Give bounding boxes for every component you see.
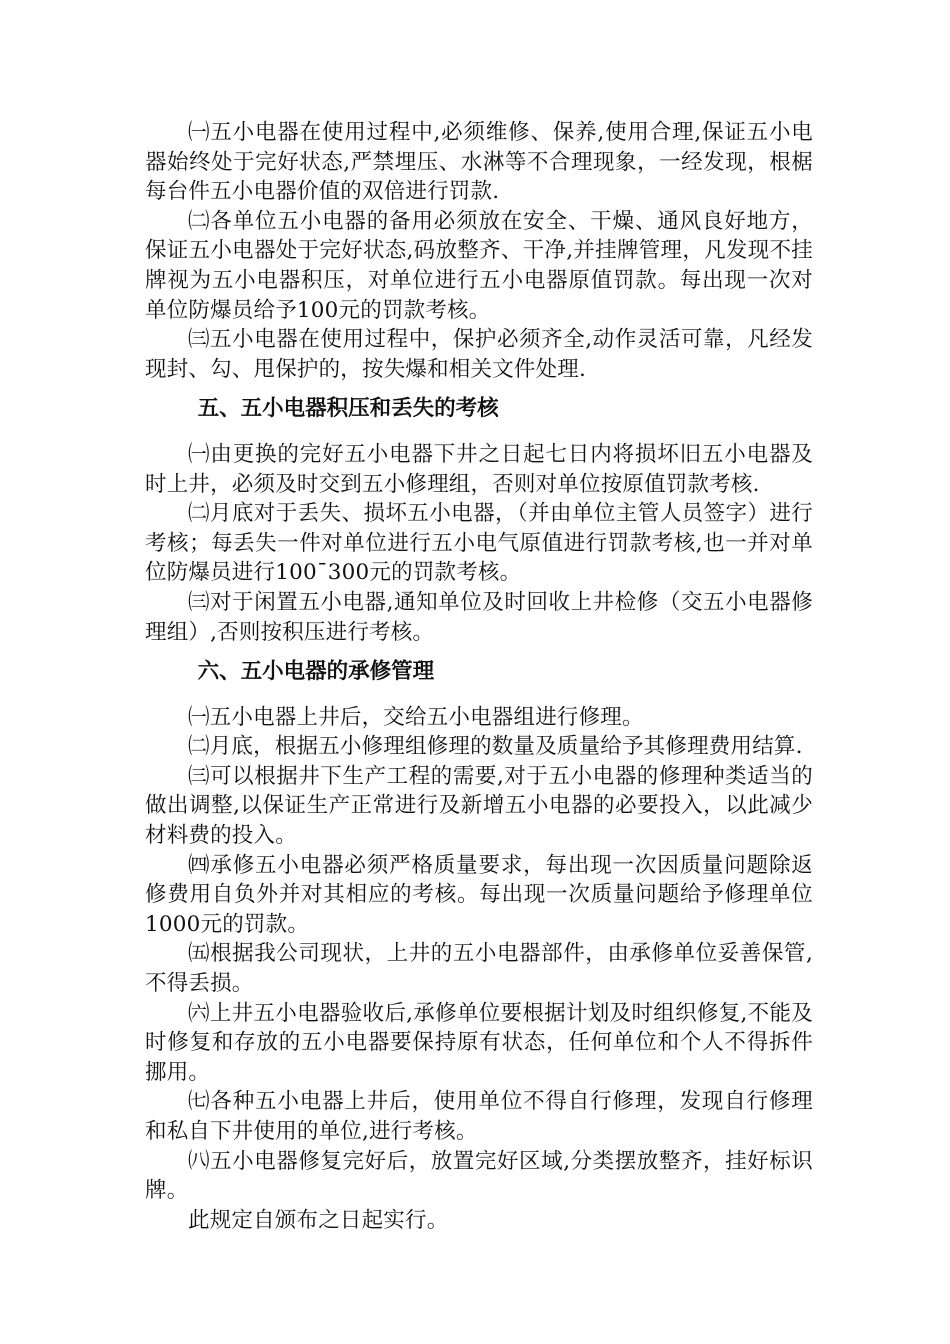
sec6-item-8: ㈧五小电器修复完好后，放置完好区域,分类摆放整齐，挂好标识牌。 (145, 1148, 813, 1204)
sec6-item-5: ㈤根据我公司现状，上井的五小电器部件，由承修单位妥善保管,不得丢损。 (145, 941, 813, 997)
sec4-item-1: ㈠五小电器在使用过程中,必须维修、保养,使用合理,保证五小电器始终处于完好状态,严禁埋压、水淋等不合理现象，一经发现，根椐每台件五小电器价值的双倍进行罚款. (145, 120, 813, 205)
sec6-item-7: ㈦各种五小电器上井后，使用单位不得自行修理，发现自行修理和私自下井使用的单位,进行考核。 (145, 1089, 813, 1144)
sec6-item-1: ㈠五小电器上井后，交给五小电器组进行修理。 (188, 704, 644, 730)
sec6-item-2: ㈡月底，根据五小修理组修理的数量及质量给予其修理费用结算. (188, 734, 803, 760)
closing-statement: 此规定自颁布之日起实行。 (188, 1207, 449, 1233)
sec6-item-3: ㈢可以根据井下生产工程的需要,对于五小电器的修理种类适当的做出调整,以保证生产正常进行及新增五小电器的必要投入，以此减少材料费的投入。 (145, 763, 813, 849)
document-page (145, 118, 813, 1235)
sec5-item-3: ㈢对于闲置五小电器,通知单位及时回收上井检修（交五小电器修理组）,否则按积压进行考核。 (145, 589, 813, 645)
section5-heading: 五、五小电器积压和丢失的考核 (197, 396, 499, 422)
sec4-item-2: ㈡各单位五小电器的备用必须放在安全、干燥、通风良好地方，保证五小电器处于完好状态,码放整齐、干净,并挂牌管理，凡发现不挂牌视为五小电器积压，对单位进行五小电器原值罚款。每出现一次对单位防爆员给予100元的罚款考核。 (145, 208, 813, 323)
section6-heading: 六、五小电器的承修管理 (197, 659, 435, 685)
sec6-item-6: ㈥上井五小电器验收后,承修单位要根据计划及时组织修复,不能及时修复和存放的五小电器要保持原有状态，任何单位和个人不得拆件挪用。 (145, 1000, 813, 1085)
sec4-item-3: ㈢五小电器在使用过程中，保护必须齐全,动作灵活可靠，凡经发现封、勾、甩保护的，按失爆和相关文件处理. (145, 327, 813, 382)
sec6-item-4: ㈣承修五小电器必须严格质量要求，每出现一次因质量问题除返修费用自负外并对其相应的考核。每出现一次质量问题给予修理单位1000元的罚款。 (145, 852, 813, 937)
sec5-item-1: ㈠由更换的完好五小电器下井之日起七日内将损坏旧五小电器及时上井，必须及时交到五小修理组，否则对单位按原值罚款考核. (145, 441, 813, 497)
sec5-item-2: ㈡月底对于丢失、损坏五小电器，（并由单位主管人员签字）进行考核；每丢失一件对单位进行五小电气原值进行罚款考核,也一并对单位防爆员进行100¯300元的罚款考核。 (145, 501, 813, 586)
